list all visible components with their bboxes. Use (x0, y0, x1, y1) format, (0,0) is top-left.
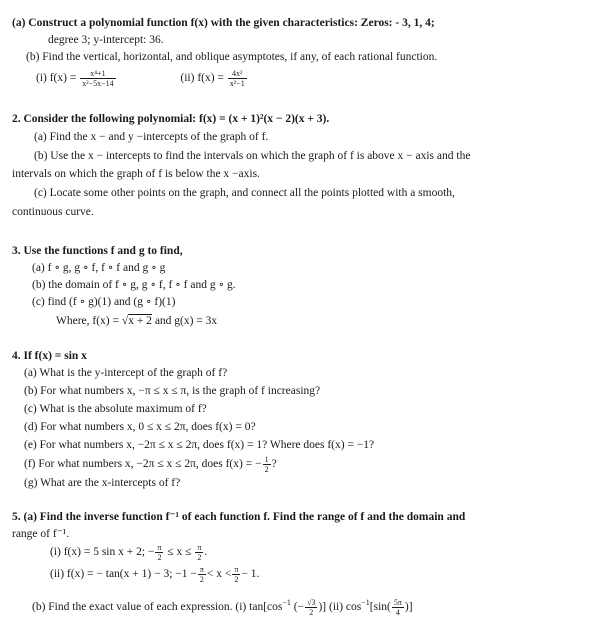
problem-1-rational-functions (36, 68, 248, 88)
problem-5-a-ii: (ii) f(x) = − tan(x + 1) − 3; −1 − $\frac{\pi}{2}$ < x < $\frac{\pi}{2}$ − 1. (50, 564, 260, 584)
problem-4-f: (f) For what numbers x, −2π ≤ x ≤ 2π, does f(x) = − $\frac{1}{2}$ ? (24, 454, 277, 474)
rational-i-fraction: $\frac{\text{x⁴+1}}{\text{x²−5x−14}}$ (82, 68, 114, 88)
problem-3-c: (c) find (f ∘ g)(1) and (g ∘ f)(1) (32, 296, 176, 308)
problem-2-line-1: 2. Consider the following polynomial: f(x) = (x + 1)²(x − 2)(x + 3). (12, 113, 330, 125)
problem-4-a: (a) What is the y-intercept of the graph of f? (24, 367, 228, 379)
problem-1-a-line-1: (a) Construct a polynomial function f(x) with the given characteristics: Zeros: - 3, 1, 4; (12, 17, 435, 29)
rational-ii-label: (ii) f(x) = (180, 72, 224, 84)
problem-4-g: (g) What are the x-intercepts of f? (24, 477, 181, 489)
rational-i-label: (i) f(x) = (36, 72, 77, 84)
problem-2-b-line-2: intervals on which the graph of f is below the x −axis. (12, 168, 260, 180)
problem-2-b-line-1: (b) Use the x − intercepts to find the intervals on which the graph of f is above x − axis and the (34, 150, 471, 162)
problem-3-line-1: 3. Use the functions f and g to find, (12, 245, 183, 257)
problem-2-c-line-1: (c) Locate some other points on the graph, and connect all the points plotted with a smooth, (34, 187, 455, 199)
problem-2-c-line-2: continuous curve. (12, 206, 94, 218)
problem-2-a: (a) Find the x − and y −intercepts of the graph of f. (34, 131, 269, 143)
problem-1-b-line: (b) Find the vertical, horizontal, and oblique asymptotes, if any, of each rational function. (26, 51, 438, 63)
problem-5-a-i: (i) f(x) = 5 sin x + 2; − $\frac{\pi}{2}$ ≤ x ≤ $\frac{\pi}{2}$ . (50, 542, 208, 562)
problem-4-line-1: 4. If f(x) = sin x (12, 350, 87, 362)
problem-4-e: (e) For what numbers x, −2π ≤ x ≤ 2π, does f(x) = 1? Where does f(x) = −1? (24, 439, 375, 451)
problem-5-line-1: 5. (a) Find the inverse function f⁻¹ of each function f. Find the range of f and the domain and (12, 511, 466, 523)
problem-4-c: (c) What is the absolute maximum of f? (24, 403, 207, 415)
problem-5-line-2: range of f⁻¹. (12, 528, 70, 540)
rational-ii-fraction: $\frac{\text{4x²}}{\text{x²−1}}$ (229, 68, 245, 88)
problem-1-a-line-2: degree 3; y-intercept: 36. (48, 34, 164, 46)
problem-4-d: (d) For what numbers x, 0 ≤ x ≤ 2π, does f(x) = 0? (24, 421, 256, 433)
problem-4-b: (b) For what numbers x, −π ≤ x ≤ π, is the graph of f increasing? (24, 385, 321, 397)
problem-5-b: (b) Find the exact value of each expression. (i) $\tan[\cos^{-1}$ (− $\frac{√3}{2}$ )] (ii) $\cos^{-1}[\sin$( $\frac{5\pi}{4}$ )] (32, 597, 413, 617)
problem-3-b: (b) the domain of f ∘ g, g ∘ f, f ∘ f and g ∘ g. (32, 279, 236, 291)
problem-3-where: Where, f(x) = √x + 2 and g(x) = 3x (56, 315, 218, 327)
problem-3-a: (a) f ∘ g, g ∘ f, f ∘ f and g ∘ g (32, 262, 166, 274)
